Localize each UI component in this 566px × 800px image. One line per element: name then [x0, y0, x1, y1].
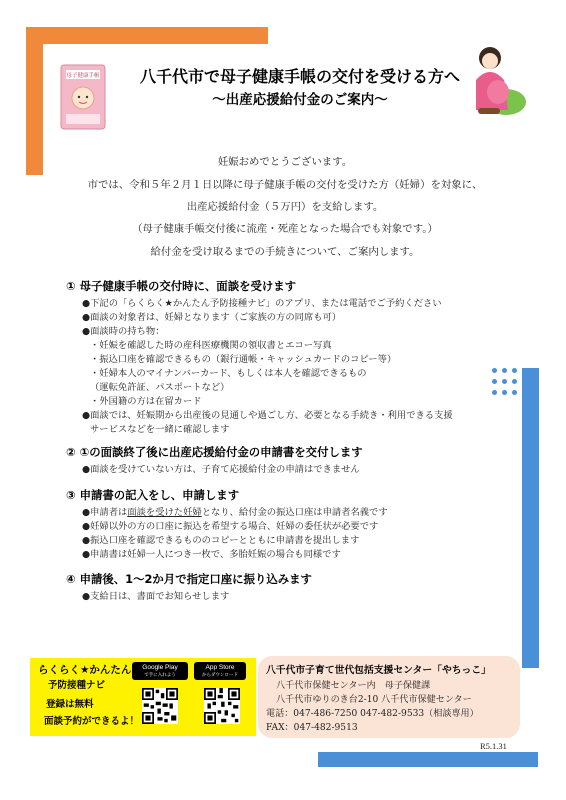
phone-numbers: 電話：047-486-7250 047-482-9533（相談専用）: [266, 709, 479, 719]
list-subitem: ・外国籍の方は在留カード: [90, 396, 202, 407]
list-item: ●申請書は妊婦一人につき一枚で、多胎妊娠の場合も同様です: [82, 549, 341, 560]
step-1-heading: ① 母子健康手帳の交付時に、面談を受けます: [66, 279, 297, 293]
list-subitem: ・振込口座を確認できるもの（銀行通帳・キャッシュカードのコピー等）: [90, 354, 397, 365]
list-item-pre: ●申請者は: [82, 507, 128, 518]
list-item: ●面談時の持ち物：: [82, 326, 165, 337]
qr-code-app-store[interactable]: [204, 688, 240, 724]
app-name: らくらく★かんたん: [38, 664, 132, 676]
fax-number: FAX：047-482-9513: [266, 723, 358, 733]
dot-pattern: [492, 368, 522, 408]
step-4-heading: ④ 申請後、1～2か月で指定口座に振り込みます: [66, 572, 312, 586]
underlined-text: 面談を受けた妊婦: [127, 507, 202, 518]
list-item: ●面談を受けていない方は、子育て応援給付金の申請はできません: [82, 464, 360, 475]
list-item: ●面談の対象者は、妊婦となります（ご家族の方の同席も可）: [82, 312, 342, 323]
list-item: ●妊婦以外の方の口座に振込を希望する場合、妊婦の委任状が必要です: [82, 521, 379, 532]
google-play-badge[interactable]: [132, 662, 188, 680]
list-item: ●面談では、妊娠期から出産後の見通しや過ごし方、必要となる手続き・利用できる支援: [82, 410, 453, 421]
step-3-heading: ③ 申請書の記入をし、申請します: [66, 488, 240, 502]
list-item: ●下記の「らくらく★かんたん予防接種ナビ」のアプリ、または電話でご予約ください: [82, 298, 442, 309]
address: 八千代市ゆりのき台2-10 八千代市保健センター: [276, 695, 472, 705]
app-name-sub: 予防接種ナビ: [48, 680, 106, 691]
list-subitem: （運転免許証、パスポートなど）: [90, 382, 230, 393]
list-subitem: ・妊娠を確認した時の産科医療機関の領収書とエコー写真: [90, 340, 332, 351]
intro-line: 市では、令和５年２月１日以降に母子健康手帳の交付を受けた方（妊婦）を対象に、: [87, 179, 483, 191]
list-subitem: ・妊婦本人のマイナンバーカード、もしくは本人を確認できるもの: [90, 368, 367, 379]
list-item: [82, 504, 388, 518]
google-play-label: Google Play: [142, 664, 178, 671]
page-title: 八千代市で母子健康手帳の交付を受ける方へ: [139, 67, 460, 86]
blue-accent-bar: [522, 368, 539, 668]
list-item: ●振込口座を確認できるもののコピーとともに申請書を提出します: [82, 535, 360, 546]
notebook-label: 母子健康手帳: [66, 73, 100, 79]
center-name: 八千代市子育て世代包括支援センター「やちっこ」: [266, 665, 491, 676]
intro-line: （母子健康手帳交付後に流産・死産となった場合でも対象です。）: [132, 223, 438, 235]
department: 八千代市保健センター内 母子保健課: [276, 681, 431, 691]
intro-line: 出産応援給付金（５万円）を支給します。: [186, 201, 384, 213]
page-subtitle: ～出産応援給付金のご案内～: [212, 92, 388, 108]
intro-line: 妊娠おめでとうございます。: [217, 156, 353, 168]
reservation-note: 面談予約ができるよ！: [44, 716, 140, 727]
google-play-sublabel: で手に入れよう: [144, 671, 176, 677]
intro-line: 給付金を受け取るまでの手続きについて、ご案内します。: [150, 246, 420, 258]
list-item: ●支給日は、書面でお知らせします: [82, 591, 230, 602]
qr-code-google-play[interactable]: [142, 688, 178, 724]
list-item-continuation: サービスなどを一緒に確認します: [90, 424, 230, 435]
app-store-label: App Store: [205, 664, 235, 671]
orange-accent-bar: [26, 27, 268, 44]
registration-note: 登録は無料: [46, 699, 94, 710]
issue-date: R5.1.31: [480, 741, 507, 751]
blue-accent-bottom: [318, 752, 538, 767]
app-store-sublabel: からダウンロード: [202, 671, 238, 677]
app-store-badge[interactable]: [194, 662, 246, 680]
list-item-post: となり、給付金の振込口座は申請者名義です: [201, 507, 388, 518]
step-2-heading: ② ①の面談終了後に出産応援給付金の申請書を交付します: [66, 445, 363, 459]
